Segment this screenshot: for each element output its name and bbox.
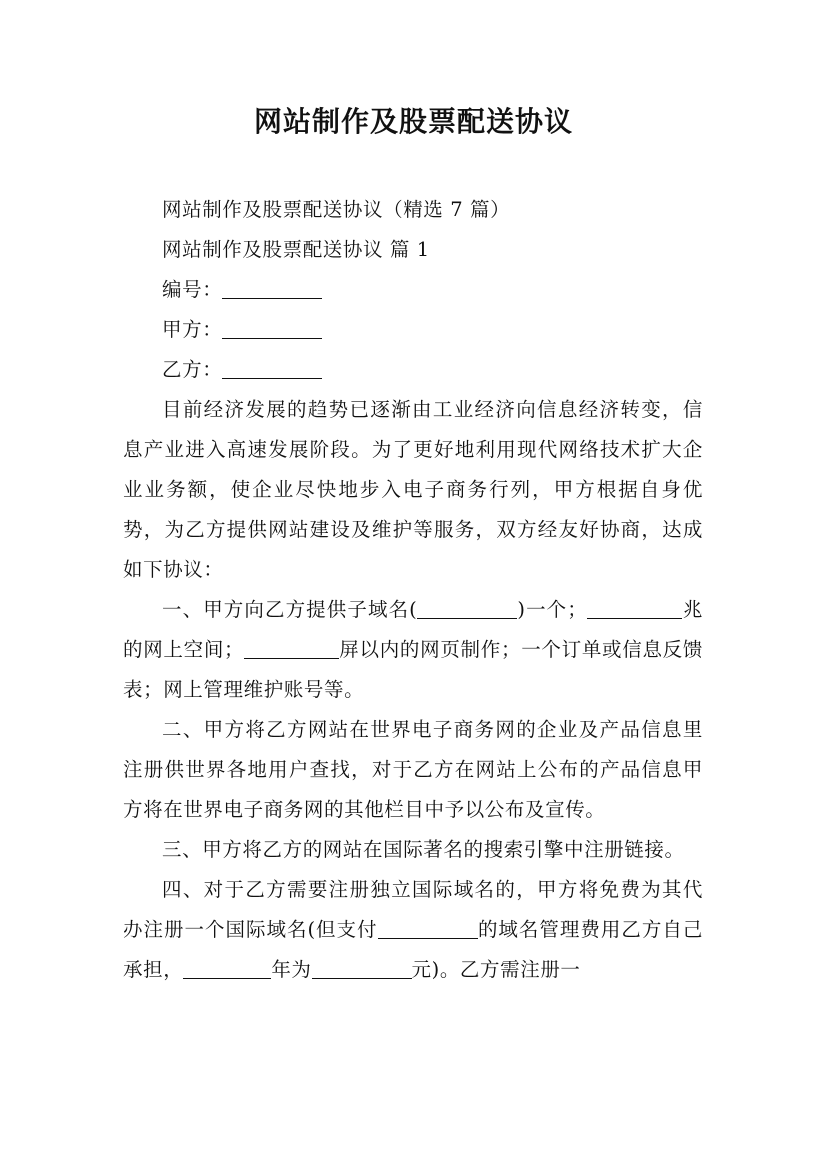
intro-paragraph: 目前经济发展的趋势已逐渐由工业经济向信息经济转变，信息产业进入高速发展阶段。为了更好地利用现代网络技术扩大企业业务额，使企业尽快地步入电子商务行列，甲方根据自身优势，为乙方提供网站建设及维护等服务，双方经友好协商，达成如下协议： [123, 398, 703, 581]
document-title: 网站制作及股票配送协议 [253, 105, 573, 138]
field-party-a-blank [222, 314, 322, 339]
clause-1-blank-2 [587, 594, 682, 619]
field-party-b [123, 350, 703, 390]
clause-1-text-c: 兆的网上空间； [123, 598, 703, 661]
clause-4-blank-1 [378, 914, 478, 939]
clause-3: 三、甲方将乙方的网站在国际著名的搜索引擎中注册链接。 [162, 838, 685, 861]
section-heading: 网站制作及股票配送协议 篇 1 [162, 238, 430, 261]
clause-4-blank-2 [183, 954, 271, 979]
field-number [123, 270, 703, 310]
clause-1-text-b: )一个； [517, 598, 588, 621]
clause-1-text-a: 一、甲方向乙方提供子域名( [162, 598, 418, 621]
document-body [123, 190, 703, 990]
clause-4-blank-3 [312, 954, 412, 979]
subtitle-line: 网站制作及股票配送协议（精选 7 篇） [162, 198, 511, 221]
clause-4-text-b: 的域名管理费用乙方自己承担， [123, 918, 703, 981]
clause-2: 二、甲方将乙方网站在世界电子商务网的企业及产品信息里注册供世界各地用户查找，对于乙方在网站上公布的产品信息甲方将在世界电子商务网的其他栏目中予以公布及宣传。 [123, 718, 703, 821]
clause-4 [123, 870, 703, 990]
clause-4-text-c: 年为 [271, 958, 312, 981]
clause-1-blank-1 [417, 594, 517, 619]
clause-4-text-d: 元)。乙方需注册一 [411, 958, 581, 981]
field-party-b-label: 乙方： [162, 358, 223, 381]
field-party-a-label: 甲方： [162, 318, 223, 341]
field-number-label: 编号： [162, 278, 223, 301]
clause-4-text-a: 四、对于乙方需要注册独立国际域名的，甲方将免费为其代办注册一个国际域名(但支付 [123, 878, 703, 941]
clause-1-blank-3 [244, 634, 339, 659]
field-number-blank [222, 274, 322, 299]
field-party-b-blank [222, 354, 322, 379]
clause-1 [123, 590, 703, 710]
clause-1-text-d: 屏以内的网页制作；一个订单或信息反馈表；网上管理维护账号等。 [123, 638, 703, 701]
field-party-a [123, 310, 703, 350]
